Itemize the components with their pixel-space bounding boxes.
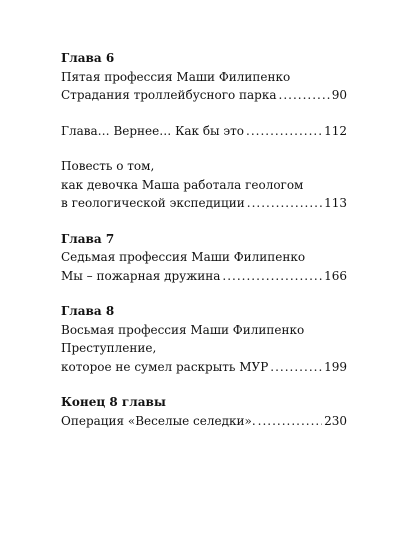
toc-page-number: 113	[324, 196, 347, 210]
toc-entry-title: которое не сумел раскрыть МУР	[61, 359, 269, 374]
chapter-subtitle: Восьмая профессия Маши Филипенко	[61, 322, 305, 337]
dot-leader	[270, 358, 322, 377]
toc-entry-title: в геологической экспедиции	[61, 196, 245, 210]
dot-leader	[247, 194, 322, 213]
toc-entry-title: Страдания троллейбусного парка	[61, 88, 277, 102]
toc-entry	[61, 412, 347, 431]
toc-entry	[61, 194, 347, 213]
entry-title-line: Преступление,	[61, 341, 157, 355]
toc-entry-title: Мы – пожарная дружина	[61, 268, 221, 283]
dot-leader	[279, 86, 330, 105]
toc-page-number: 90	[331, 88, 347, 102]
table-of-contents	[61, 49, 347, 447]
dot-leader	[246, 122, 322, 141]
entry-title-line: Повесть о том,	[61, 159, 155, 173]
chapter-heading: Глава 6	[61, 51, 115, 65]
toc-section-novella	[61, 157, 347, 213]
chapter-heading: Конец 8 главы	[61, 395, 166, 409]
chapter-heading: Глава 7	[61, 231, 115, 246]
toc-entry	[61, 122, 347, 141]
chapter-subtitle: Пятая профессия Маши Филипенко	[61, 69, 291, 84]
entry-title-line: как девочка Маша работала геологом	[61, 177, 304, 192]
dot-leader	[258, 412, 322, 431]
toc-section-chapter-6	[61, 49, 347, 105]
toc-entry	[61, 86, 347, 105]
dot-leader	[222, 267, 322, 286]
toc-page-number: 166	[324, 268, 347, 283]
toc-page-number: 230	[324, 413, 347, 428]
toc-section-chapter-8	[61, 302, 347, 376]
toc-section-chapter-7	[61, 230, 347, 286]
toc-entry	[61, 358, 347, 377]
toc-entry	[61, 267, 347, 286]
toc-entry-title: Операция «Веселые селедки».	[61, 413, 256, 428]
toc-entry-title: Глава… Вернее… Как бы это	[61, 123, 244, 138]
toc-section-end	[61, 393, 347, 430]
chapter-heading: Глава 8	[61, 304, 115, 318]
chapter-subtitle: Седьмая профессия Маши Филипенко	[61, 250, 306, 264]
toc-page-number: 199	[324, 359, 347, 374]
toc-page-number: 112	[324, 123, 347, 138]
toc-section-interlude	[61, 122, 347, 141]
